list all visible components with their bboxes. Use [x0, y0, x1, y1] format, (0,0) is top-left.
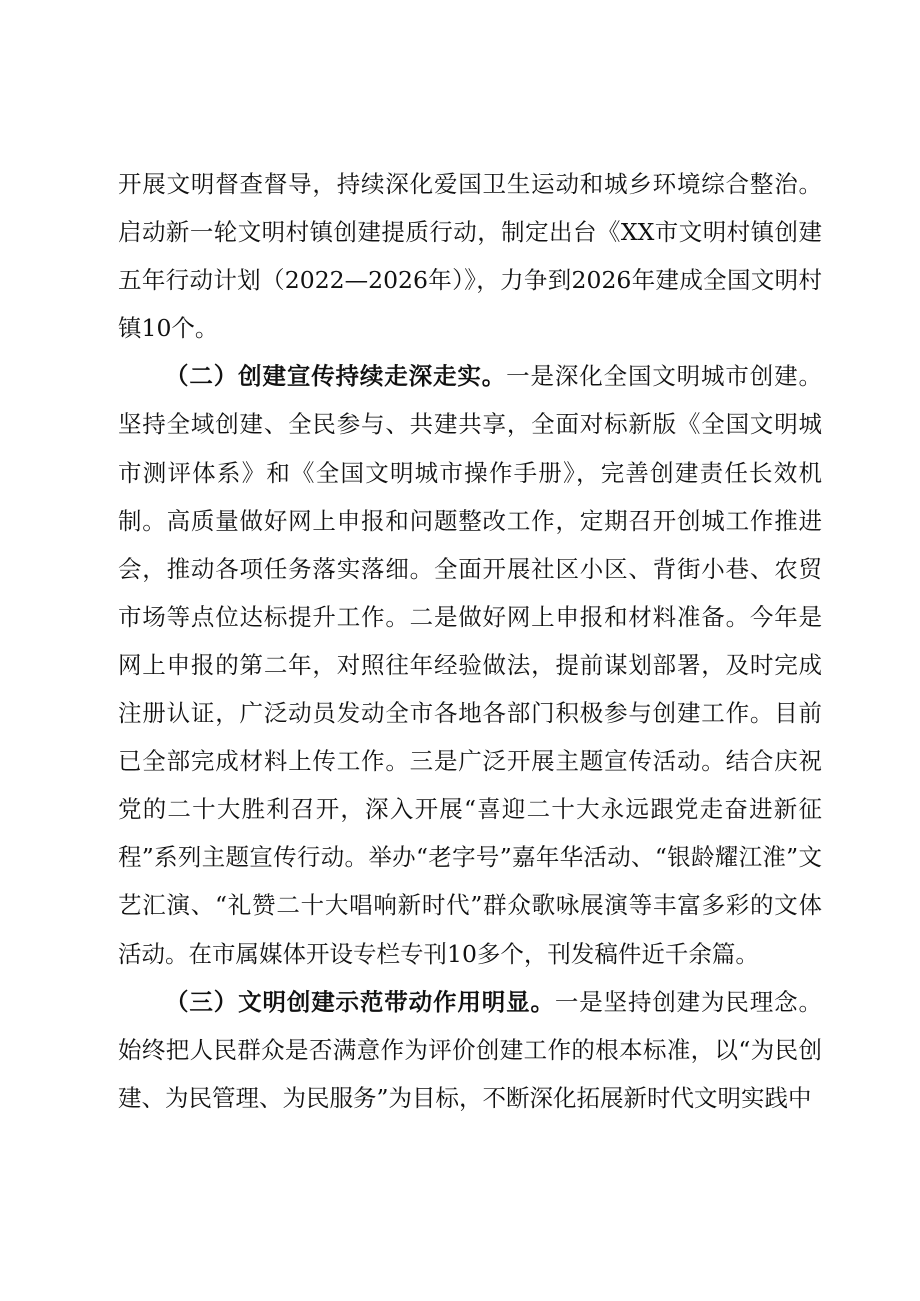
section-heading: （三）文明创建示范带动作用明显。	[165, 987, 555, 1016]
paragraph-text: 一是坚持创建为民理念。始终把人民群众是否满意作为评价创建工作的根本标准，以“为民创建、为民管理、为民服务”为目标，不断深化拓展新时代文明实践中	[118, 987, 823, 1112]
document-body	[118, 160, 822, 1122]
paragraph-section-three	[118, 978, 822, 1122]
section-heading: （二）创建宣传持续走深走实。	[165, 362, 507, 391]
paragraph-text: 一是深化全国文明城市创建。坚持全域创建、全民参与、共建共享，全面对标新版《全国文明城市测评体系》和《全国文明城市操作手册》，完善创建责任长效机制。高质量做好网上申报和问题整改工作，定期召开创城工作推进会，推动各项任务落实落细。全面开展社区小区、背街小巷、农贸市场等点位达标提升工作。二是做好网上申报和材料准备。今年是网上申报的第二年，对照往年经验做法，提前谋划部署，及时完成注册认证，广泛动员发动全市各地各部门积极参与创建工作。目前已全部完成材料上传工作。三是广泛开展主题宣传活动。结合庆祝党的二十大胜利召开，深入开展“喜迎二十大永远跟党走奋进新征程”系列主题宣传行动。举办“老字号”嘉年华活动、“银龄耀江淮”文艺汇演、“礼赞二十大唱响新时代”群众歌咏展演等丰富多彩的文体活动。在市属媒体开设专栏专刊10多个，刊发稿件近千余篇。	[118, 362, 823, 968]
paragraph-section-two	[118, 352, 822, 977]
paragraph-continuation	[118, 160, 822, 352]
paragraph-text: 开展文明督查督导，持续深化爱国卫生运动和城乡环境综合整治。启动新一轮文明村镇创建提质行动，制定出台《XX市文明村镇创建五年行动计划（2022—2026年）》，力争到2026年建成全国文明村镇10个。	[118, 170, 822, 343]
